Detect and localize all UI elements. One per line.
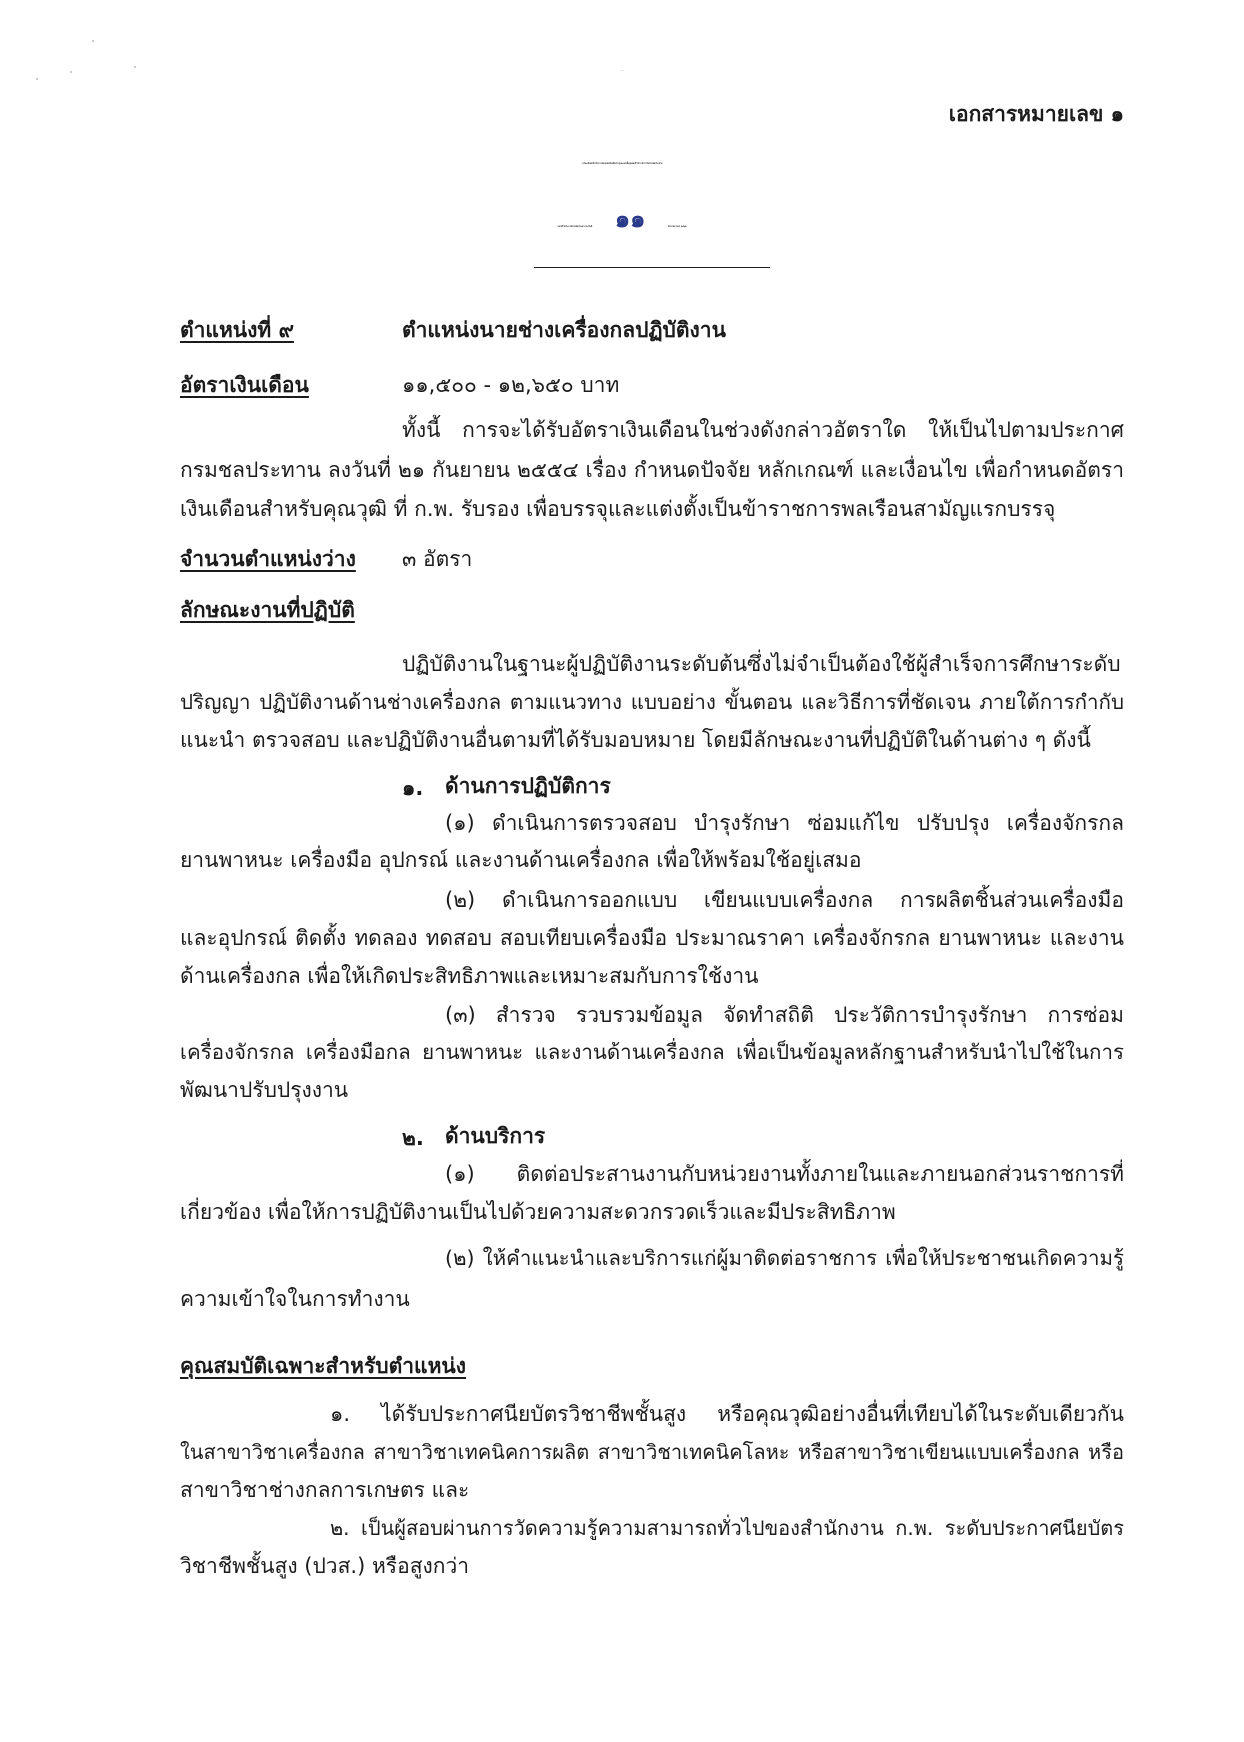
qual1-line: ๑. ได้รับประกาศนียบัตรวิชาชีพชั้นสูง หรือคุณวุฒิอย่างอื่นที่เทียบได้ในระดับเดียวกัน xyxy=(330,1402,1124,1426)
position-label: ตำแหน่งที่ ๙ xyxy=(180,318,294,342)
s2-item1-line: (๑) ติดต่อประสานงานกับหน่วยงานทั้งภายในและภายนอกส่วนราชการที่ xyxy=(445,1162,1124,1186)
s1-item2-line: และอุปกรณ์ ติดตั้ง ทดลอง ทดสอบ สอบเทียบเครื่องมือ ประมาณราคา เครื่องจักรกล ยานพาหนะ และงาน xyxy=(180,926,1124,950)
s1-item2-line: ด้านเครื่องกล เพื่อให้เกิดประสิทธิภาพและเหมาะสมกับการใช้งาน xyxy=(180,964,759,988)
duties-intro-line: ปฏิบัติงานในฐานะผู้ปฏิบัติงานระดับต้นซึ่งไม่จำเป็นต้องใช้ผู้สำเร็จการศึกษาระดับ xyxy=(402,652,1121,676)
section2-title: ด้านบริการ xyxy=(445,1124,546,1148)
section1-title: ด้านการปฏิบัติการ xyxy=(445,774,611,798)
duties-heading: ลักษณะงานที่ปฏิบัติ xyxy=(180,598,355,622)
salary-note-line: กรมชลประทาน ลงวันที่ ๒๑ กันยายน ๒๕๕๔ เรื่อง กำหนดปัจจัย หลักเกณฑ์ และเงื่อนไข เพื่อกำหนดอัตรา xyxy=(180,458,1124,482)
scan-speck xyxy=(134,66,136,68)
document-reference: เอกสารหมายเลข ๑ xyxy=(948,102,1124,126)
salary-note-line: ทั้งนี้ การจะได้รับอัตราเงินเดือนในช่วงดังกล่าวอัตราใด ให้เป็นไปตามประกาศ xyxy=(402,418,1124,442)
duties-intro-line: แนะนำ ตรวจสอบ และปฏิบัติงานอื่นตามที่ได้รับมอบหมาย โดยมีลักษณะงานที่ปฏิบัติในด้านต่าง ๆ ดังนี้ xyxy=(180,728,1091,752)
qual2-line: วิชาชีพชั้นสูง (ปวส.) หรือสูงกว่า xyxy=(180,1554,470,1578)
salary-label: อัตราเงินเดือน xyxy=(180,373,309,397)
s2-item1-line: เกี่ยวข้อง เพื่อให้การปฏิบัติงานเป็นไปด้วยความสะดวกรวดเร็วและมีประสิทธิภาพ xyxy=(180,1200,896,1224)
title-divider xyxy=(534,267,770,268)
s1-item3-line: เครื่องจักรกล เครื่องมือกล ยานพาหนะ และงานด้านเครื่องกล เพื่อเป็นข้อมูลหลักฐานสำหรับนำไปใช้ในการ xyxy=(180,1040,1124,1064)
s2-item2-line: ความเข้าใจในการทำงาน xyxy=(180,1287,410,1311)
s1-item3-line: พัฒนาปรับปรุงงาน xyxy=(180,1078,349,1102)
scan-speck xyxy=(92,40,94,42)
title-suffix: ธันวาคม พ.ศ. ๒๕๖๒ xyxy=(668,226,687,228)
s1-item2-line: (๒) ดำเนินการออกแบบ เขียนแบบเครื่องกล การผลิตชิ้นส่วนเครื่องมือ xyxy=(445,888,1124,912)
qualifications-heading: คุณสมบัติเฉพาะสำหรับตำแหน่ง xyxy=(180,1354,467,1378)
s1-item1-line: ยานพาหนะ เครื่องมือ อุปกรณ์ และงานด้านเครื่องกล เพื่อให้พร้อมใช้อยู่เสมอ xyxy=(180,848,862,872)
section2-number: ๒. xyxy=(402,1126,424,1150)
vacancy-value: ๓ อัตรา xyxy=(402,547,473,571)
duties-intro-line: ปริญญา ปฏิบัติงานด้านช่างเครื่องกล ตามแนวทาง แบบอย่าง ขั้นตอน และวิธีการที่ชัดเจน ภายใต้การกำกับ xyxy=(180,690,1124,714)
s2-item2-line: (๒) ให้คำแนะนำและบริการแก่ผู้มาติดต่อราชการ เพื่อให้ประชาชนเกิดความรู้ xyxy=(445,1246,1124,1270)
title-day-handwritten: ๑๑ xyxy=(614,205,646,233)
title-prefix: แนบท้ายประกาศกรมชลประทาน ลงวันที่ xyxy=(557,226,593,228)
document-title-line1: รายละเอียดเกี่ยวกับการสอบแข่งขันเพื่อบรรจุและแต่งตั้งบุคคลเข้ารับราชการในกรมชลประทาน xyxy=(581,163,663,165)
salary-note-line: เงินเดือนสำหรับคุณวุฒิ ที่ ก.พ. รับรอง เพื่อบรรจุและแต่งตั้งเป็นข้าราชการพลเรือนสามัญแรกบรรจุ xyxy=(180,497,1056,521)
section1-number: ๑. xyxy=(402,776,424,800)
document-title-line2 xyxy=(0,207,1244,231)
scan-speck xyxy=(36,78,38,80)
position-value: ตำแหน่งนายช่างเครื่องกลปฏิบัติงาน xyxy=(402,318,726,342)
qual1-line: ในสาขาวิชาเครื่องกล สาขาวิชาเทคนิคการผลิต สาขาวิชาเทคนิคโลหะ หรือสาขาวิชาเขียนแบบเครื่องกล หรือ xyxy=(180,1440,1124,1464)
vacancy-label: จำนวนตำแหน่งว่าง xyxy=(180,547,356,571)
page-number: - ๑๘ - xyxy=(620,71,624,72)
s1-item3-line: (๓) สำรวจ รวบรวมข้อมูล จัดทำสถิติ ประวัติการบำรุงรักษา การซ่อม xyxy=(445,1003,1124,1027)
qual2-line: ๒. เป็นผู้สอบผ่านการวัดความรู้ความสามารถทั่วไปของสำนักงาน ก.พ. ระดับประกาศนียบัตร xyxy=(330,1516,1124,1540)
qual1-line: สาขาวิชาช่างกลการเกษตร และ xyxy=(180,1478,470,1502)
salary-value: ๑๑,๕๐๐ - ๑๒,๖๕๐ บาท xyxy=(402,373,620,397)
s1-item1-line: (๑) ดำเนินการตรวจสอบ บำรุงรักษา ซ่อมแก้ไข ปรับปรุง เครื่องจักรกล xyxy=(445,811,1124,835)
